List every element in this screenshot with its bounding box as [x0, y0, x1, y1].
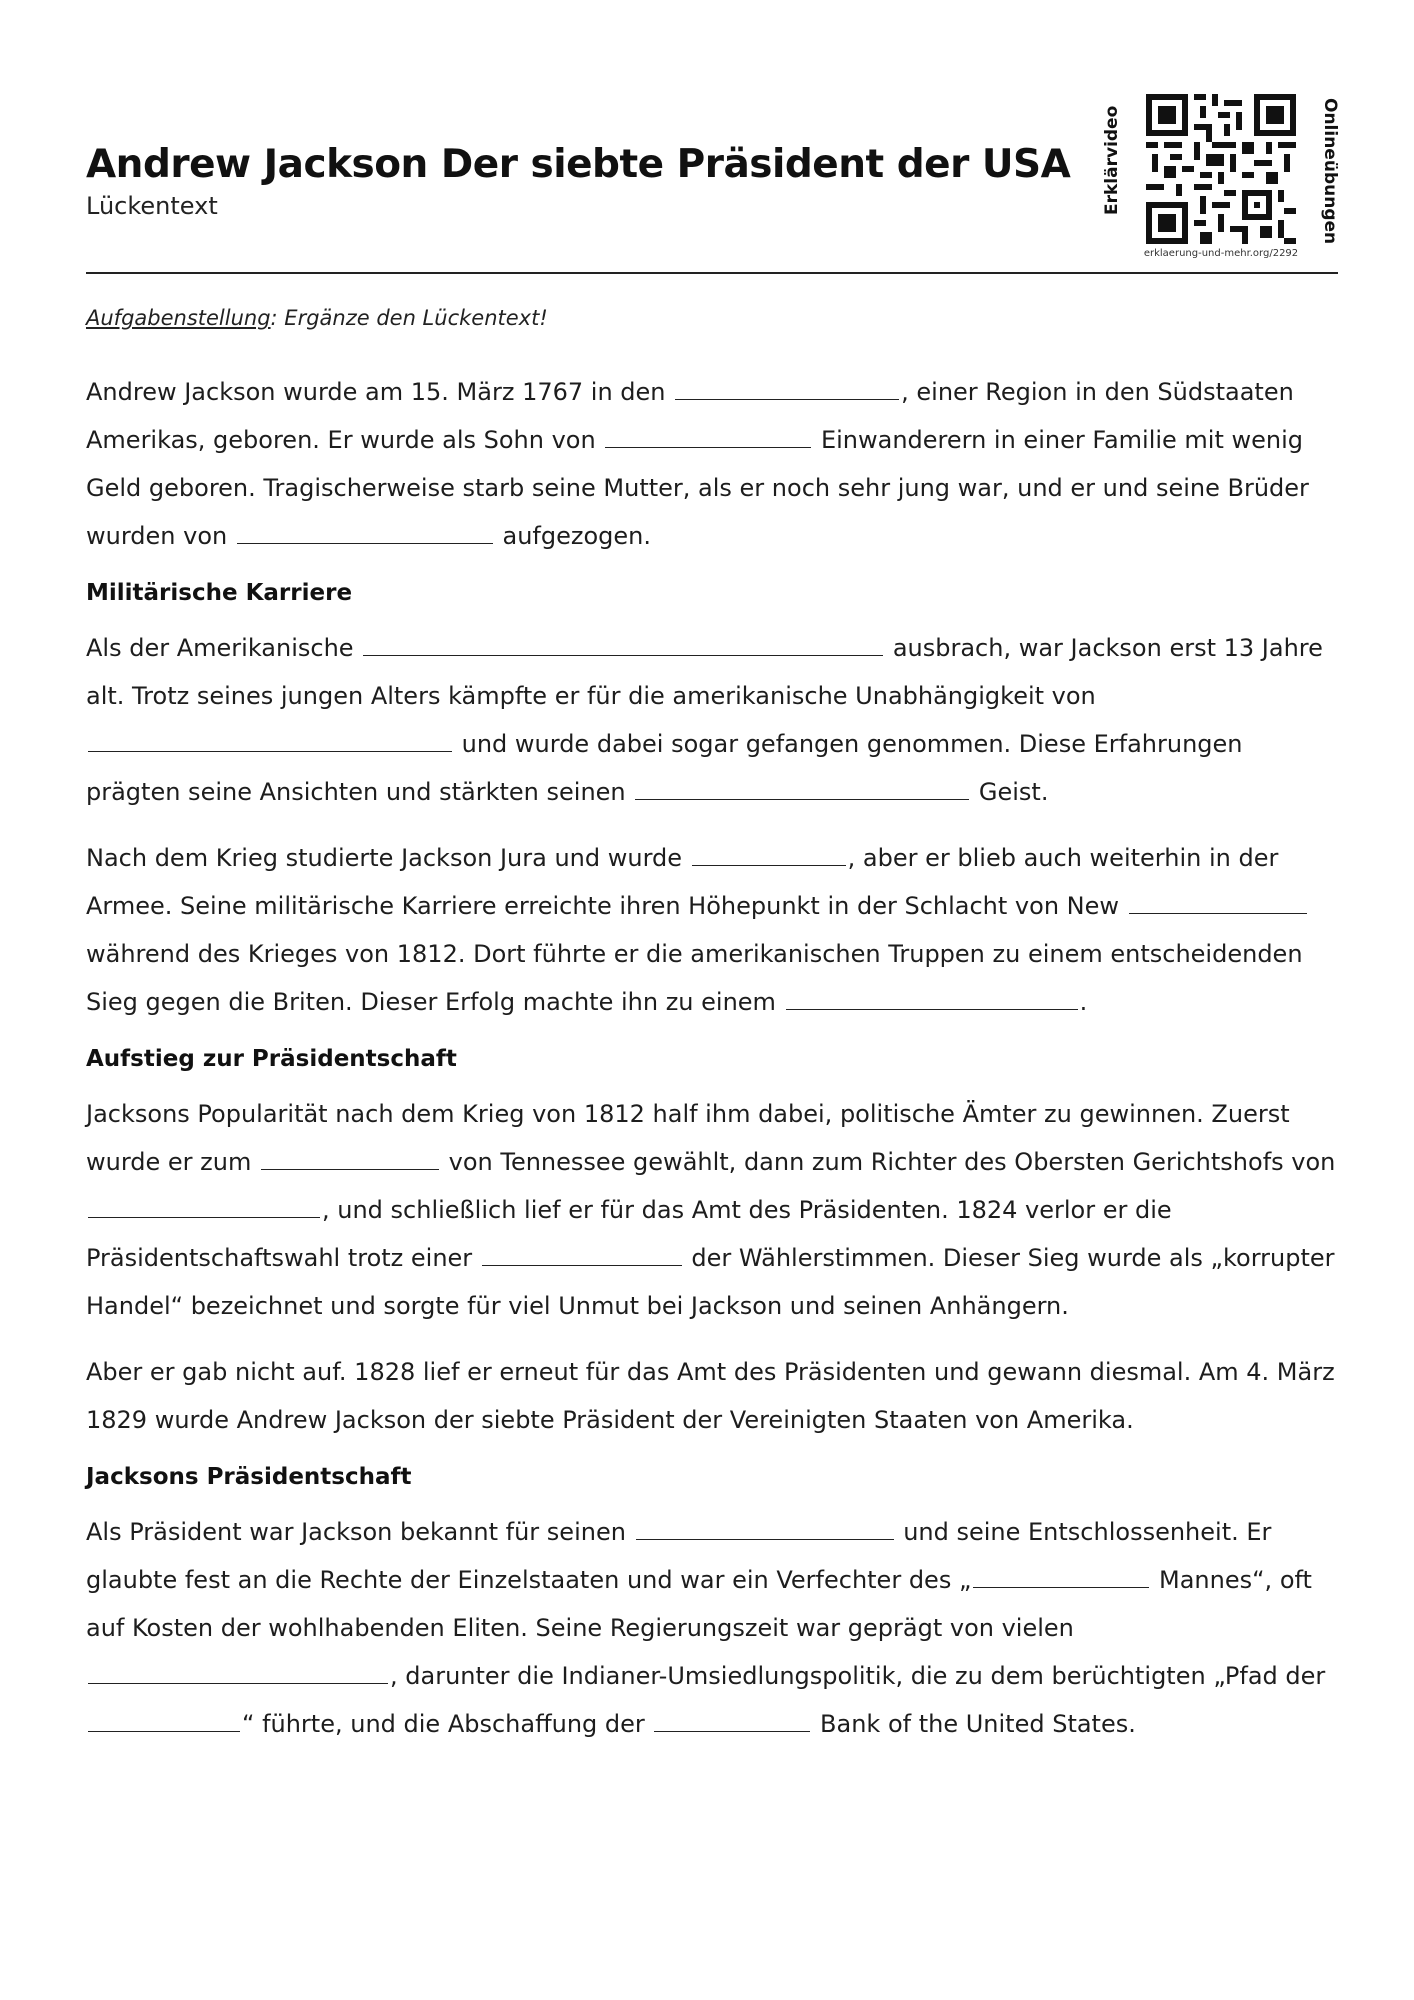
text-segment: Als Präsident war Jackson bekannt für seinen	[86, 1518, 634, 1546]
paragraph-war	[86, 624, 1338, 816]
task-label: Aufgabenstellung	[86, 306, 271, 330]
worksheet-content	[86, 306, 1338, 1766]
blank-gap[interactable]	[636, 1515, 894, 1540]
paragraph-election: Aber er gab nicht auf. 1828 lief er erneut für das Amt des Präsidenten und gewann diesmal. Am 4. März 1829 wurde Andrew Jackson der siebte Präsident der Vereinigten Staaten von Amerika.	[86, 1358, 1335, 1434]
text-segment: aufgezogen.	[494, 522, 651, 550]
blank-gap[interactable]	[675, 375, 899, 400]
text-segment: Nach dem Krieg studierte Jackson Jura und wurde	[86, 844, 690, 872]
qr-code-icon[interactable]	[1146, 94, 1296, 244]
page-title: Andrew Jackson Der siebte Präsident der USA	[86, 142, 1071, 187]
text-segment: Jacksons Popularität nach dem Krieg von 1812 half ihm dabei, politische Ämter zu gewinnen. Zuerst wurde er zum	[86, 1100, 1290, 1176]
blank-gap[interactable]	[692, 841, 846, 866]
qr-code-block	[1096, 90, 1338, 270]
paragraph-presidency	[86, 1508, 1338, 1748]
qr-label-exercises: Onlineübungen	[1320, 98, 1340, 245]
text-segment: der Wählerstimmen. Dieser Sieg wurde als „korrupter Handel“ bezeichnet und sorgte für viel Unmut bei Jackson und seinen Anhängern.	[86, 1244, 1335, 1320]
blank-gap[interactable]	[482, 1241, 682, 1266]
blank-gap[interactable]	[237, 519, 493, 544]
section-heading-presidency: Jacksons Präsidentschaft	[86, 1464, 412, 1490]
blank-gap[interactable]	[1129, 889, 1307, 914]
text-segment: Geist.	[971, 778, 1049, 806]
blank-gap[interactable]	[654, 1707, 810, 1732]
blank-gap[interactable]	[973, 1563, 1149, 1588]
text-segment: Bank of the United States.	[812, 1710, 1136, 1738]
blank-gap[interactable]	[605, 423, 811, 448]
paragraph-career	[86, 834, 1338, 1026]
blank-gap[interactable]	[261, 1145, 439, 1170]
page-subtitle: Lückentext	[86, 192, 218, 220]
paragraph-popularity	[86, 1090, 1338, 1330]
text-segment: Einwanderern in einer Familie mit wenig Geld geboren. Tragischerweise starb seine Mutter, als er noch sehr jung war, und er und seine Brüder wurden von	[86, 426, 1309, 550]
blank-gap[interactable]	[363, 631, 883, 656]
text-segment: “ führte, und die Abschaffung der	[242, 1710, 653, 1738]
blank-gap[interactable]	[88, 1193, 320, 1218]
blank-gap[interactable]	[88, 1659, 388, 1684]
worksheet-page	[86, 0, 1338, 2000]
task-text: : Ergänze den Lückentext!	[270, 306, 548, 330]
text-segment: Andrew Jackson wurde am 15. März 1767 in den	[86, 378, 674, 406]
paragraph-birth	[86, 368, 1338, 560]
blank-gap[interactable]	[88, 727, 452, 752]
text-segment: von Tennessee gewählt, dann zum Richter des Obersten Gerichtshofs von	[441, 1148, 1336, 1176]
text-segment: Mannes“, oft auf Kosten der wohlhabenden Eliten. Seine Regierungszeit war geprägt von vielen	[86, 1566, 1312, 1642]
text-segment: und wurde dabei sogar gefangen genommen. Diese Erfahrungen prägten seine Ansichten und stärkten seinen	[86, 730, 1243, 806]
text-segment: und seine Entschlossenheit. Er glaubte fest an die Rechte der Einzelstaaten und war ein Verfechter des „	[86, 1518, 1272, 1594]
text-segment: .	[1079, 988, 1088, 1016]
text-segment: während des Krieges von 1812. Dort führte er die amerikanischen Truppen zu einem entscheidenden Sieg gegen die Briten. Dieser Erfolg machte ihn zu einem	[86, 940, 1303, 1016]
text-segment: , darunter die Indianer-Umsiedlungspolitik, die zu dem berüchtigten „Pfad der	[390, 1662, 1326, 1690]
blank-gap[interactable]	[88, 1707, 240, 1732]
section-heading-military: Militärische Karriere	[86, 580, 353, 606]
blank-gap[interactable]	[635, 775, 969, 800]
text-segment: , und schließlich lief er für das Amt des Präsidenten. 1824 verlor er die Präsidentschaftswahl trotz einer	[86, 1196, 1172, 1272]
text-segment: , einer Region in den Südstaaten Amerikas, geboren. Er wurde als Sohn von	[86, 378, 1294, 454]
task-instruction	[86, 306, 1338, 330]
qr-label-video: Erklärvideo	[1102, 105, 1122, 215]
header-divider	[86, 272, 1338, 274]
qr-url: erklaerung-und-mehr.org/2292	[1143, 248, 1299, 259]
section-heading-rise: Aufstieg zur Präsidentschaft	[86, 1046, 457, 1072]
text-segment: Als der Amerikanische	[86, 634, 362, 662]
blank-gap[interactable]	[786, 985, 1078, 1010]
text-segment: , aber er blieb auch weiterhin in der Armee. Seine militärische Karriere erreichte ihren Höhepunkt in der Schlacht von New	[86, 844, 1279, 920]
text-segment: ausbrach, war Jackson erst 13 Jahre alt. Trotz seines jungen Alters kämpfte er für die amerikanische Unabhängigkeit von	[86, 634, 1323, 710]
worksheet-header	[86, 90, 1338, 276]
